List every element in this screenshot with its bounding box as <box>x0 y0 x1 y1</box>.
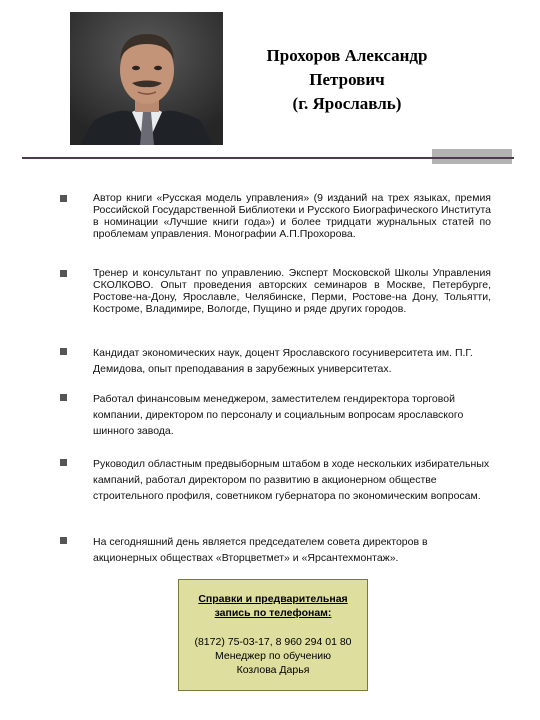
title-line-city: (г. Ярославль) <box>292 94 402 113</box>
bullet-text: Кандидат экономических наук, доцент Ярославского госуниверситета им. П.Г. Демидова, опыт преподавания в зарубежных университетах. <box>93 347 473 375</box>
bullet-square-icon <box>60 348 67 355</box>
title-line-patronymic: Петрович <box>309 70 385 89</box>
contact-role: Менеджер по обучению <box>214 650 332 662</box>
title-rule <box>22 157 514 159</box>
bullet-text: Работал финансовым менеджером, заместителем гендиректора торговой компании, директором по персоналу и социальным вопросам ярославского шинного завода. <box>93 393 464 437</box>
contact-name: Козлова Дарья <box>236 664 310 676</box>
bullet-square-icon <box>60 270 67 277</box>
contact-box <box>178 579 368 691</box>
speaker-name-title <box>238 44 456 116</box>
contact-details <box>179 635 367 677</box>
contact-title: Справки и предварительная запись по телефонам: <box>198 593 348 619</box>
bullet-square-icon <box>60 537 67 544</box>
bullet-text: На сегодняшний день является председателем совета директоров в акционерных обществах «Вторцветмет» и «Ярсантехмонтаж». <box>93 536 428 564</box>
bullet-square-icon <box>60 195 67 202</box>
bullet-square-icon <box>60 394 67 401</box>
speaker-photo <box>70 12 223 145</box>
title-line-name: Прохоров Александр <box>266 46 428 65</box>
contact-phones: (8172) 75-03-17, 8 960 294 01 80 <box>194 636 352 648</box>
bullet-square-icon <box>60 459 67 466</box>
bullet-text: Автор книги «Русская модель управления» (9 изданий на трех языках, премия Российской Государственной Библиотеки и Русского Биографического Института в номинации «Лучшие книги года») и более тридцати журнальных статей по проблемам управления. Монографии А.П.Прохорова. <box>93 192 491 240</box>
bullet-text: Руководил областным предвыборным штабом в ходе нескольких избирательных кампаний, работал директором по развитию в акционерном обществе строительного профиля, советником губернатора по экономическим вопросам. <box>93 458 490 502</box>
bullet-text: Тренер и консультант по управлению. Эксперт Московской Школы Управления СКОЛКОВО. Опыт проведения авторских семинаров в Москве, Петербурге, Ростове-на-Дону, Ярославле, Челябинске, Перми, Ростове-на Дону, Тольятти, Костроме, Владимире, Вологде, Пущино и ряде других городов. <box>93 267 491 315</box>
